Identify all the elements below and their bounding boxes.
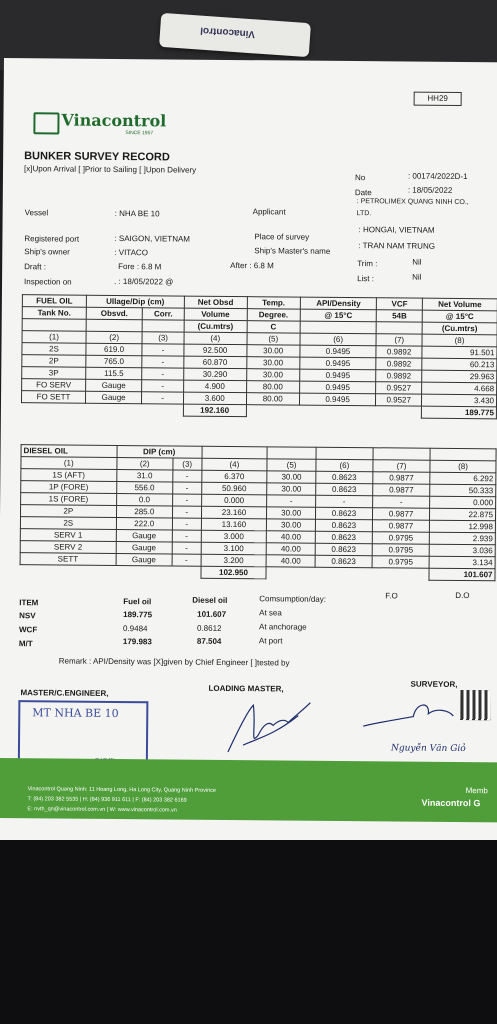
- diesel-cell: 0.000: [201, 494, 267, 507]
- diesel-cell: 0.9795: [372, 532, 429, 544]
- header-obsvd: Obsvd.: [86, 307, 142, 319]
- fuel-cell: 30.290: [184, 368, 247, 381]
- background-bottom: [0, 840, 497, 1024]
- pen-text: Vinacontrol: [199, 24, 256, 40]
- fuel-cell: 0.9495: [299, 393, 376, 406]
- inspection-value: . : 18/05/2022 @: [114, 276, 174, 287]
- col-num: (3): [142, 332, 184, 344]
- place-value: : HONGAI, VIETNAM: [358, 225, 435, 235]
- no-value: : 00174/2022D-1: [407, 171, 468, 182]
- col-num: (5): [267, 459, 316, 471]
- diesel-cell: 3.134: [429, 556, 495, 569]
- col-num: (4): [184, 332, 247, 345]
- diesel-cell: -: [172, 506, 201, 518]
- col-num: (2): [86, 331, 142, 343]
- trim-value: Nil: [412, 257, 422, 267]
- doc-subtitle: [x]Upon Arrival [ ]Prior to Sailing [ ]Upon Delivery: [23, 164, 197, 175]
- fuel-cell: 619.0: [86, 343, 142, 355]
- diesel-cell: 30.00: [267, 483, 316, 495]
- diesel-cell: 22.875: [430, 508, 496, 521]
- fuel-cell: 0.9527: [376, 394, 422, 406]
- summary-diesel-header: Diesel oil: [192, 595, 228, 605]
- footer-address: Vinacontrol Quang Ninh: 11 Hoang Long, Ha Long City, Quang Ninh Province: [27, 786, 216, 794]
- owner-value: : VITACO: [114, 247, 148, 258]
- fuel-cell: 4.900: [183, 380, 246, 393]
- diesel-cell: 0.8623: [315, 519, 372, 531]
- diesel-cell: 50.333: [430, 484, 496, 497]
- diesel-cell: Gauge: [116, 541, 172, 553]
- diesel-cell: 0.9795: [372, 544, 429, 556]
- diesel-cell: 6.292: [430, 472, 496, 485]
- footer-phones: T: (84) 203 382 5535 | H: (84) 936 911 611 | F: (84) 203 382 6169: [27, 796, 187, 804]
- diesel-cell: 3.100: [201, 542, 267, 555]
- company-logo: Vinacontrol: [61, 110, 167, 131]
- consumption-fo: F.O: [385, 591, 398, 601]
- draft-label: Draft :: [24, 262, 46, 272]
- fuel-cell: 80.00: [246, 381, 299, 393]
- draft-fore: Fore : 6.8 M: [118, 262, 162, 272]
- diesel-cell: -: [373, 496, 430, 508]
- fuel-cell: 0.9495: [299, 381, 376, 394]
- summary-item: ITEM: [19, 598, 39, 608]
- diesel-cell: 0.9877: [373, 484, 430, 496]
- fuel-cell: 30.00: [246, 369, 299, 381]
- fuel-cell: -: [142, 356, 184, 368]
- fuel-cell: 80.00: [246, 393, 299, 405]
- fuel-cell: Gauge: [85, 391, 141, 403]
- diesel-cell: 0.0: [116, 493, 172, 505]
- applicant-value-2: LTD.: [356, 210, 372, 218]
- applicant-label: Applicant: [252, 207, 286, 217]
- header-net-obsd: Net Obsd: [184, 296, 247, 309]
- fuel-cell: 30.00: [246, 357, 299, 369]
- diesel-cell: 12.998: [430, 520, 496, 533]
- fuel-cell: 0.9892: [376, 346, 422, 358]
- fuel-cell: 115.5: [86, 367, 142, 379]
- diesel-cell: 30.00: [267, 519, 316, 531]
- vessel-value: : NHA BE 10: [114, 208, 160, 219]
- fuel-cell: 60.870: [184, 356, 247, 369]
- header-fuel-oil: FUEL OIL: [22, 295, 86, 308]
- diesel-cell: -: [172, 542, 201, 554]
- fuel-cell: 92.500: [184, 344, 247, 357]
- diesel-cell: 30.00: [267, 507, 316, 519]
- diesel-cell: 3.200: [201, 554, 267, 567]
- fuel-cell: 0.9527: [376, 382, 422, 394]
- fuel-cell: 0.9892: [376, 370, 422, 382]
- diesel-cell: 13.160: [201, 518, 267, 531]
- header-nvcu: (Cu.mtrs): [422, 322, 497, 335]
- diesel-rows: [20, 469, 496, 569]
- diesel-cell: -: [172, 554, 201, 566]
- list-value: Nil: [412, 272, 422, 282]
- col-num: (7): [373, 460, 430, 472]
- col-num: (8): [430, 460, 496, 473]
- at-port-label: At port: [258, 636, 283, 646]
- summary-mt: M/T: [18, 639, 33, 649]
- summary-diesel-nsv: 101.607: [197, 609, 227, 619]
- reg-port-label: Registered port: [24, 234, 80, 244]
- surveyor-name: Nguyễn Văn Giỏ: [390, 743, 466, 755]
- header-tank-no: Tank No.: [22, 307, 86, 320]
- col-num: (6): [300, 333, 377, 346]
- col-num: (5): [247, 333, 300, 345]
- header-dip: DIP (cm): [117, 445, 202, 458]
- diesel-cell: 23.160: [201, 506, 267, 519]
- diesel-cell: 222.0: [116, 517, 172, 529]
- header-diesel-oil: DIESEL OIL: [21, 445, 117, 458]
- footer-right-1: Memb: [465, 786, 488, 796]
- diesel-cell: -: [173, 494, 202, 506]
- header-c: C: [247, 321, 300, 333]
- diesel-cell: 50.960: [201, 482, 267, 495]
- diesel-cell: 2S: [20, 517, 116, 530]
- reg-port-value: : SAIGON, VIETNAM: [114, 233, 191, 244]
- diesel-cell: -: [172, 530, 201, 542]
- diesel-cell: 0.8623: [316, 471, 373, 483]
- master-name-value: : TRAN NAM TRUNG: [358, 241, 436, 251]
- doc-title: BUNKER SURVEY RECORD: [24, 150, 170, 164]
- fuel-cell: 30.00: [247, 345, 300, 357]
- footer-bar: [0, 758, 497, 822]
- fuel-cell: 3.430: [421, 394, 496, 407]
- master-engineer-label: MASTER/C.ENGINEER,: [20, 688, 109, 698]
- inspection-label: Inspection on: [24, 277, 72, 287]
- fuel-cell: 0.9495: [300, 357, 377, 370]
- fuel-cell: -: [142, 368, 184, 380]
- fuel-cell: 2P: [22, 355, 86, 368]
- header-corr: Corr.: [143, 308, 185, 320]
- diesel-cell: 1P (FORE): [21, 481, 117, 494]
- fuel-cell: -: [142, 392, 184, 404]
- col-num: (8): [422, 334, 497, 347]
- summary-diesel-wcf: 0.8612: [196, 623, 222, 633]
- fuel-cell: 3P: [22, 367, 86, 380]
- diesel-cell: 0.9877: [372, 520, 429, 532]
- diesel-cell: 0.9795: [372, 556, 429, 568]
- master-name-label: Ship's Master's name: [254, 246, 331, 256]
- diesel-cell: 0.8623: [316, 483, 373, 495]
- col-num: (1): [22, 331, 86, 344]
- diesel-cell: 3.000: [201, 530, 267, 543]
- diesel-cell: 40.00: [267, 531, 316, 543]
- summary-fuel-header: Fuel oil: [123, 597, 152, 607]
- diesel-cell: 31.0: [116, 469, 172, 481]
- fuel-cell: 765.0: [86, 355, 142, 367]
- header-net-volume: Net Volume: [422, 298, 497, 311]
- diesel-cell: 2P: [20, 505, 116, 518]
- diesel-cell: 2.939: [429, 532, 495, 545]
- fuel-cell: 0.9495: [299, 369, 376, 382]
- diesel-total-net: 101.607: [429, 568, 495, 581]
- fuel-cell: -: [142, 344, 184, 356]
- consumption-label: Comsumption/day:: [259, 594, 327, 604]
- diesel-cell: -: [173, 470, 202, 482]
- diesel-cell: 0.8623: [315, 555, 372, 567]
- diesel-cell: 0.8623: [315, 543, 372, 555]
- diesel-cell: 0.9877: [373, 508, 430, 520]
- qr-code-icon: [460, 690, 490, 720]
- col-num: (4): [201, 458, 267, 471]
- fuel-cell: FO SERV: [22, 379, 86, 392]
- at-anchorage-label: At anchorage: [259, 622, 307, 632]
- vessel-label: Vessel: [24, 208, 49, 218]
- col-num: (7): [376, 334, 422, 346]
- no-label: No: [354, 173, 366, 183]
- diesel-cell: 0.000: [430, 496, 496, 509]
- header-54b: 54B: [377, 310, 423, 322]
- place-label: Place of survey: [254, 232, 310, 242]
- diesel-cell: -: [315, 495, 372, 507]
- fuel-cell: -: [142, 380, 184, 392]
- diesel-cell: 556.0: [116, 481, 172, 493]
- diesel-cell: Gauge: [116, 529, 172, 541]
- since-text: SINCE 1957: [125, 130, 154, 137]
- footer-email: E: nvth_qn@vinacontrol.com.vn | W: www.vinacontrol.com.vn: [27, 806, 177, 814]
- diesel-cell: 1S (FORE): [21, 493, 117, 506]
- loading-master-signature: [218, 690, 319, 761]
- header-at15: @ 15°C: [300, 309, 377, 322]
- diesel-cell: 6.370: [201, 470, 267, 483]
- diesel-cell: 30.00: [267, 471, 316, 483]
- fuel-cell: 0.9495: [300, 345, 377, 358]
- header-degree: Degree.: [247, 309, 300, 321]
- summary-fuel-nsv: 189.775: [123, 610, 153, 620]
- diesel-cell: 40.00: [266, 555, 315, 567]
- diesel-oil-table: [19, 444, 496, 581]
- fuel-cell: 91.501: [422, 346, 497, 359]
- fuel-cell: 4.668: [422, 382, 497, 395]
- summary-nsv: NSV: [19, 611, 36, 621]
- form-code: HH29: [414, 92, 462, 106]
- fuel-rows: [21, 343, 497, 407]
- header-ullage: Ullage/Dip (cm): [86, 295, 184, 308]
- surveyor-signature: [358, 691, 458, 742]
- diesel-cell: 3.036: [429, 544, 495, 557]
- diesel-cell: 40.00: [267, 543, 316, 555]
- col-num: (1): [21, 457, 117, 470]
- summary-fuel-mt: 179.983: [122, 637, 152, 647]
- at-sea-label: At sea: [259, 608, 282, 618]
- col-num: (3): [173, 458, 202, 470]
- date-label: Date: [354, 188, 372, 198]
- date-value: : 18/05/2022: [407, 185, 453, 195]
- diesel-cell: -: [267, 495, 316, 507]
- diesel-total-volume: 102.950: [201, 566, 267, 579]
- diesel-cell: Gauge: [116, 553, 172, 565]
- fuel-cell: 0.9892: [376, 358, 422, 370]
- loading-master-label: LOADING MASTER,: [208, 683, 284, 694]
- header-vcf: VCF: [377, 298, 423, 310]
- diesel-cell: 0.8623: [315, 507, 372, 519]
- remark: Remark : API/Density was [X]given by Chief Engineer [ ]tested by: [58, 656, 290, 668]
- fuel-cell: 29.963: [422, 370, 497, 383]
- fuel-cell: 3.600: [183, 392, 246, 405]
- fuel-total-volume: 192.160: [183, 404, 246, 417]
- trim-label: Trim :: [357, 259, 378, 269]
- consumption-do: D.O: [455, 590, 470, 601]
- header-cumtrs: (Cu.mtrs): [184, 320, 247, 333]
- fuel-oil-table: [21, 294, 497, 419]
- diesel-cell: 1S (AFT): [21, 469, 117, 482]
- summary-diesel-mt: 87.504: [196, 636, 222, 646]
- applicant-value: : PETROLIMEX QUANG NINH CO.,: [356, 198, 469, 207]
- summary-wcf: WCF: [18, 625, 38, 635]
- fuel-cell: 60.213: [422, 358, 497, 371]
- diesel-cell: SETT: [20, 553, 116, 566]
- col-num: (6): [316, 459, 373, 471]
- list-label: List :: [357, 274, 375, 284]
- summary-fuel-wcf: 0.9484: [122, 624, 148, 634]
- diesel-cell: 285.0: [116, 505, 172, 517]
- header-nv15: @ 15°C: [422, 310, 497, 323]
- footer-right-2: Vinacontrol G: [421, 797, 481, 809]
- fuel-cell: 2S: [22, 343, 86, 356]
- fuel-total-net: 189.775: [421, 406, 496, 419]
- col-num: (2): [117, 457, 173, 469]
- survey-document: [0, 58, 497, 852]
- diesel-cell: -: [172, 518, 201, 530]
- diesel-cell: 0.8623: [315, 531, 372, 543]
- stamp-text: MT NHA BE 10: [32, 706, 119, 721]
- fuel-cell: Gauge: [86, 379, 142, 391]
- header-temp: Temp.: [247, 297, 300, 309]
- diesel-cell: SERV 1: [20, 529, 116, 542]
- logo-icon: [33, 112, 59, 134]
- diesel-cell: 0.9877: [373, 472, 430, 484]
- header-volume: Volume: [184, 308, 247, 321]
- draft-after: After : 6.8 M: [230, 260, 274, 271]
- diesel-cell: -: [173, 482, 202, 494]
- header-api: API/Density: [300, 297, 377, 310]
- surveyor-label: SURVEYOR,: [410, 679, 458, 689]
- owner-label: Ship's owner: [24, 247, 70, 257]
- diesel-cell: SERV 2: [20, 541, 116, 554]
- fuel-cell: FO SETT: [21, 391, 85, 404]
